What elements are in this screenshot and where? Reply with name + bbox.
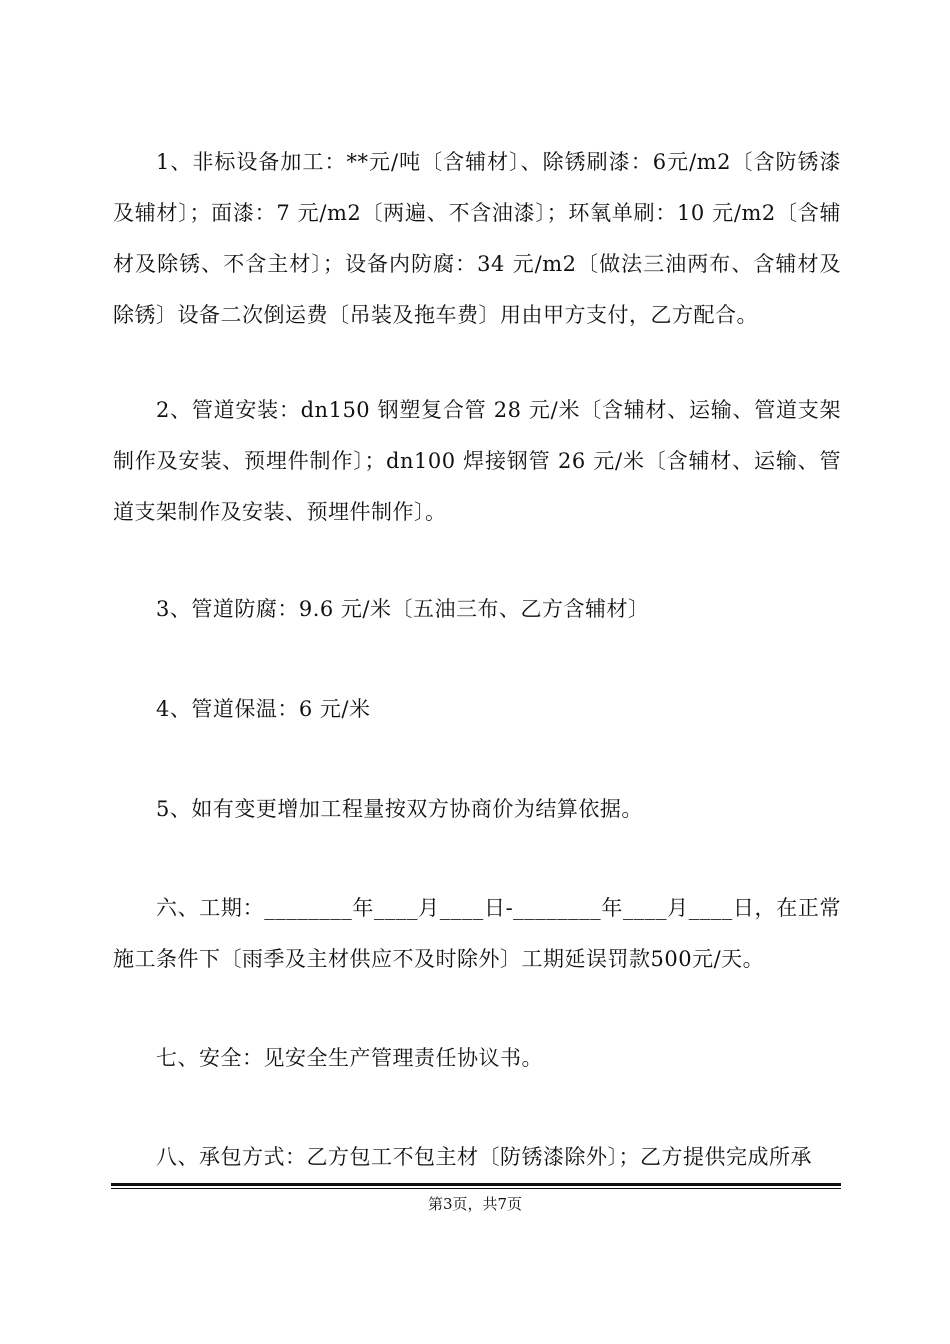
clause-1-equipment-processing: 1、非标设备加工：**元/吨〔含辅材〕、除锈刷漆：6元/m2〔含防锈漆及辅材〕；面漆：7 元/m2〔两遍、不含油漆〕；环氧单刷：10 元/m2〔含辅材及除锈、不含主材〕；设备内防腐：34 元/m2〔做法三油两布、含辅材及除锈〕设备二次倒运费〔吊装及拖车费〕用由甲方支付，乙方配合。 bbox=[113, 150, 841, 327]
page-number: 第3页，共7页 bbox=[427, 1195, 523, 1213]
clause-2-pipe-installation: 2、管道安装：dn150 钢塑复合管 28 元/米〔含辅材、运输、管道支架制作及安装、预埋件制作〕；dn100 焊接钢管 26 元/米〔含辅材、运输、管道支架制作及安装、预埋件制作〕。 bbox=[113, 398, 841, 524]
clause-5-change-settlement: 5、如有变更增加工程量按双方协商价为结算依据。 bbox=[156, 797, 643, 821]
section-8-contract-method: 八、承包方式：乙方包工不包主材〔防锈漆除外〕；乙方提供完成所承 bbox=[156, 1145, 812, 1169]
section-6-schedule: 六、工期：________年____月____日-________年____月____日，在正常施工条件下〔雨季及主材供应不及时除外〕工期延误罚款500元/天。 bbox=[113, 896, 841, 971]
section-7-safety: 七、安全：见安全生产管理责任协议书。 bbox=[156, 1046, 543, 1070]
clause-4-pipe-insulation: 4、管道保温：6 元/米 bbox=[156, 697, 371, 721]
footer-divider-thin bbox=[111, 1188, 841, 1189]
clause-3-pipe-anticorrosion: 3、管道防腐：9.6 元/米〔五油三布、乙方含辅材〕 bbox=[156, 597, 650, 621]
footer-divider bbox=[111, 1183, 841, 1186]
